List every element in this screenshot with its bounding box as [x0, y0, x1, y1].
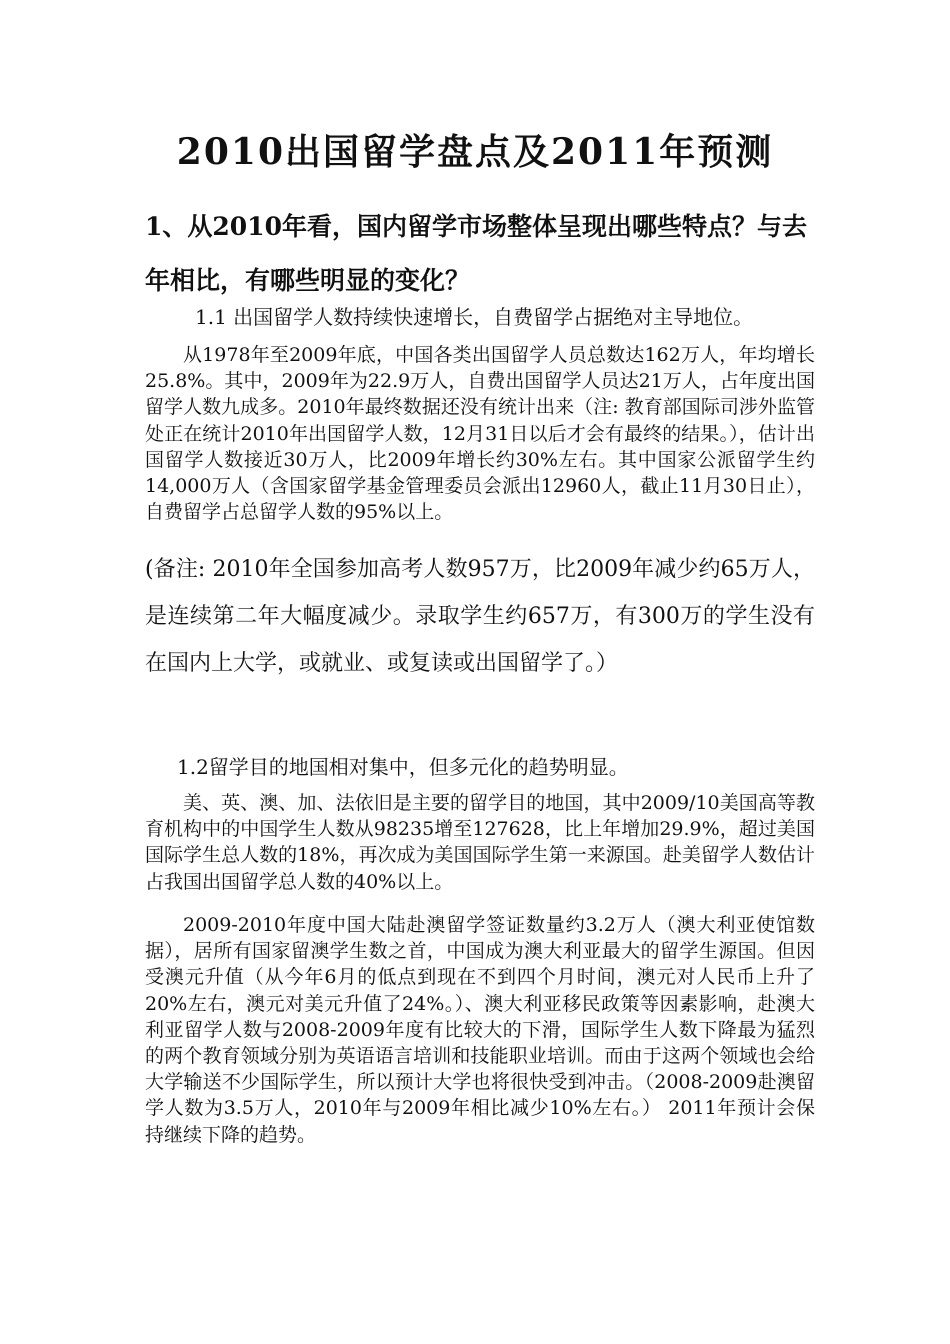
subsection-heading-1-1: 1.1 出国留学人数持续快速增长，自费留学占据绝对主导地位。: [195, 305, 754, 329]
section-heading: 1、从2010年看，国内留学市场整体呈现出哪些特点？与去年相比，有哪些明显的变化？: [145, 212, 807, 295]
note-paragraph: (备注: 2010年全国参加高考人数957万，比2009年减少约65万人，是连续第二年大幅度减少。录取学生约657万，有300万的学生没有在国内上大学，或就业、或复读或出国留学了。）: [145, 557, 816, 676]
paragraph-destination-countries: 美、英、澳、加、法依旧是主要的留学目的地国，其中2009/10美国高等教育机构中的中国学生人数从98235增至127628，比上年增加29.9%，超过美国国际学生总人数的18%，再次成为美国国际学生第一来源国。赴美留学人数估计占我国出国留学总人数的40%以上。: [145, 792, 815, 893]
paragraph-study-abroad-numbers: 从1978年至2009年底，中国各类出国留学人员总数达162万人，年均增长25.8%。其中，2009年为22.9万人，自费出国留学人员达21万人，占年度出国留学人数九成多。2010年最终数据还没有统计出来（注: 教育部国际司涉外监管处正在统计2010年出国留学人数，12月31日以后才会有最终的结果。），估计出国留学人数接近30万人，比2009年增长约30%左右。其中国家公派留学生约14,000万人（含国家留学基金管理委员会派出12960人，截止11月30日止），自费留学占总留学人数的95%以上。: [145, 344, 815, 524]
paragraph-australia: 2009-2010年度中国大陆赴澳留学签证数量约3.2万人（澳大利亚使馆数据），居所有国家留澳学生数之首，中国成为澳大利亚最大的留学生源国。但因受澳元升值（从今年6月的低点到现在不到四个月时间，澳元对人民币上升了20%左右，澳元对美元升值了24%。）、澳大利亚移民政策等因素影响，赴澳大利亚留学人数与2008-2009年度有比较大的下滑，国际学生人数下降最为猛烈的两个教育领域分别为英语语言培训和技能职业培训。而由于这两个领域也会给大学输送不少国际学生，所以预计大学也将很快受到冲击。（2008-2009赴澳留学人数为3.5万人，2010年与2009年相比减少10%左右。） 2011年预计会保持继续下降的趋势。: [145, 914, 815, 1146]
subsection-heading-1-2: 1.2留学目的地国相对集中，但多元化的趋势明显。: [177, 755, 629, 779]
document-title: 2010出国留学盘点及2011年预测: [176, 131, 774, 173]
